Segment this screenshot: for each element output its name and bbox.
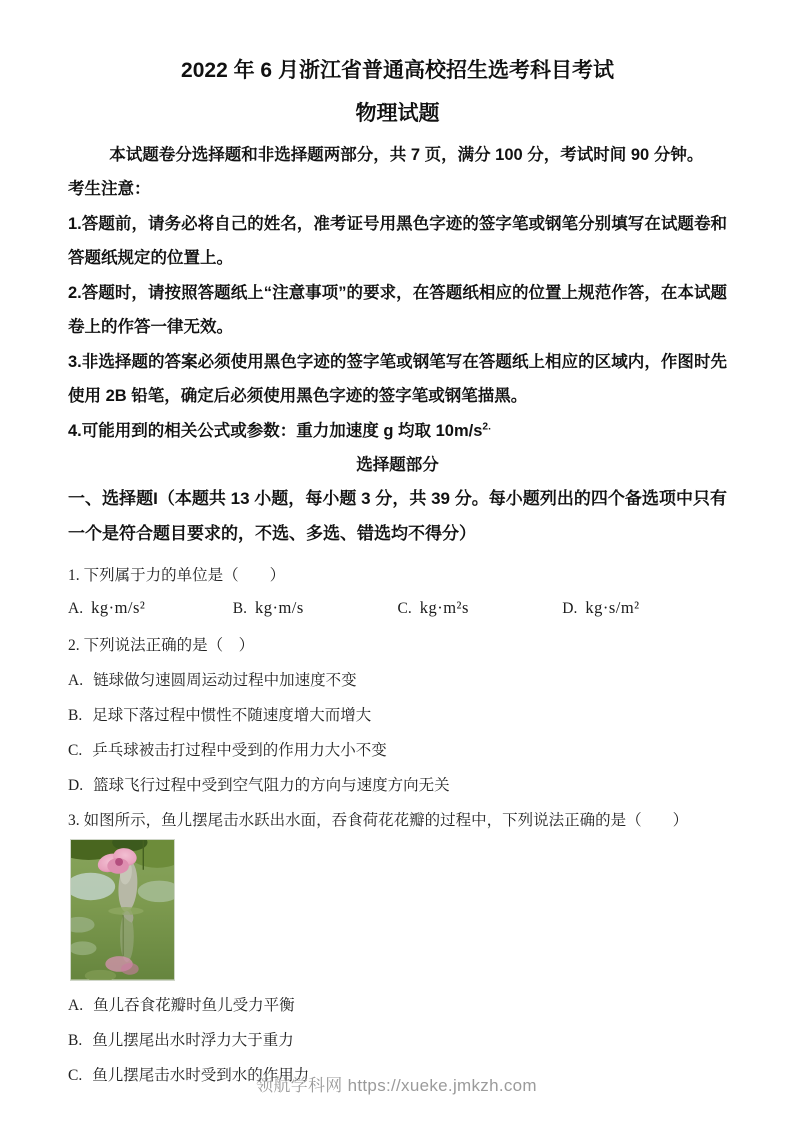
option-label: C. [68,742,83,759]
question-2 [68,636,727,796]
option-formula: kg·m/s² [91,598,146,617]
option-text: 乒乓球被击打过程中受到的作用力大小不变 [92,742,387,759]
option-label: A. [68,997,84,1014]
question-1-stem: 下列属于力的单位是（ ） [83,567,286,584]
question-2-stem: 下列说法正确的是（ ） [83,637,255,654]
question-3-option-b [68,1031,727,1051]
question-2-option-d [68,776,727,796]
question-2-option-a [68,671,727,691]
question-2-number: 2. [68,637,80,654]
question-3-number: 3. [68,812,80,829]
question-1-option-c [398,596,563,621]
option-text: 鱼儿摆尾出水时浮力大于重力 [92,1032,294,1049]
question-1 [68,566,727,621]
section-heading-choice-part: 选择题部分 [356,456,439,474]
notice-item-4-superscript: 2. [482,421,491,432]
exam-title: 2022 年 6 月浙江省普通高校招生选考科目考试 [181,59,614,82]
question-2-option-b [68,706,727,726]
option-label: C. [68,1067,83,1084]
option-text: 鱼儿摆尾击水时受到水的作用力 [92,1067,310,1084]
question-3-option-a [68,996,727,1016]
exam-summary: 本试题卷分选择题和非选择题两部分，共 7 页，满分 100 分，考试时间 90 分钟。 [109,146,704,164]
option-text: 链球做匀速圆周运动过程中加速度不变 [93,672,357,689]
option-formula: kg·s/m² [585,598,640,617]
notice-item-1: 1.答题前，请务必将自己的姓名，准考证号用黑色字迹的签字笔或钢笔分别填写在试题卷和答题纸规定的位置上。 [68,214,727,267]
question-1-option-d [562,596,727,621]
option-formula: kg·m²s [419,598,469,617]
question-1-text [68,566,727,586]
option-label: B. [232,600,247,617]
exam-subject-title: 物理试题 [355,102,440,125]
option-label: B. [68,1032,83,1049]
part1-heading: 一、选择题I（本题共 13 小题，每小题 3 分，共 39 分。每小题列出的四个备选项中只有一个是符合题目要求的，不选、多选、错选均不得分） [68,489,727,543]
question-2-text [68,636,727,656]
option-label: A. [68,600,84,617]
option-text: 足球下落过程中惯性不随速度增大而增大 [92,707,372,724]
question-1-number: 1. [68,567,80,584]
question-3-text [68,811,727,831]
question-1-option-b [233,596,398,621]
notice-item-4 [68,414,727,449]
question-1-option-a [68,596,233,621]
option-label: A. [68,672,84,689]
question-2-option-c [68,741,727,761]
option-text: 鱼儿吞食花瓣时鱼儿受力平衡 [93,997,295,1014]
notice-item-2: 2.答题时，请按照答题纸上“注意事项”的要求，在答题纸相应的位置上规范作答，在本试题卷上的作答一律无效。 [68,283,727,336]
option-text: 篮球飞行过程中受到空气阻力的方向与速度方向无关 [93,777,450,794]
footer-watermark: 领航学科网 https://xueke.jmkzh.com [256,1076,537,1095]
fish-lotus-photo [70,839,175,981]
question-3 [68,811,727,1086]
question-3-stem: 如图所示，鱼儿摆尾击水跃出水面，吞食荷花花瓣的过程中，下列说法正确的是（ ） [83,812,689,829]
option-label: D. [562,600,578,617]
option-formula: kg·m/s [254,598,304,617]
notice-item-4-text: 4.可能用到的相关公式或参数：重力加速度 g 均取 10m/s [68,421,483,440]
option-label: B. [68,707,83,724]
question-1-options [68,596,727,621]
notice-heading: 考生注意： [68,180,151,198]
option-label: D. [68,777,84,794]
option-label: C. [397,600,412,617]
notice-item-3: 3.非选择题的答案必须使用黑色字迹的签字笔或钢笔写在答题纸上相应的区域内，作图时先使用 2B 铅笔，确定后必须使用黑色字迹的签字笔或钢笔描黑。 [68,352,727,405]
